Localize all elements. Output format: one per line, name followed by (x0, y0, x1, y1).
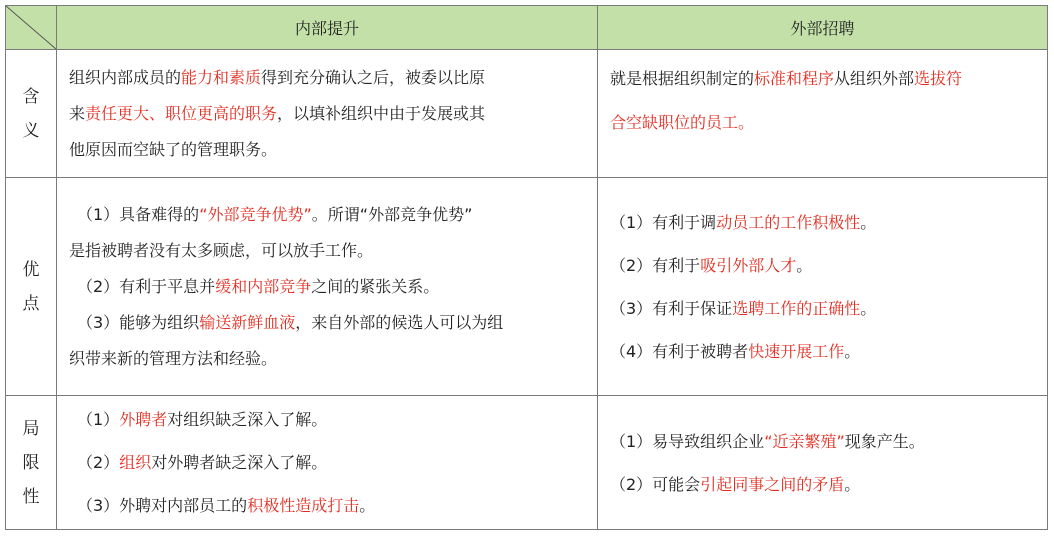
text-line: （3）有利于保证选聘工作的正确性。 (610, 298, 877, 318)
comparison-table (5, 5, 1048, 530)
text-line: 来责任更大、职位更高的职务，以填补组织中由于发展或其 (69, 103, 486, 123)
header-external: 外部招聘 (598, 6, 1048, 50)
text-line: （4）有利于被聘者快速开展工作。 (610, 341, 861, 361)
corner-cell (6, 6, 57, 50)
meaning-external (598, 50, 1048, 178)
text-line: 合空缺职位的员工。 (610, 113, 755, 132)
text-line: （1）具备难得的“外部竞争优势”。所谓“外部竞争优势” (77, 204, 473, 224)
text-line: （2）可能会引起同事之间的矛盾。 (610, 474, 861, 494)
text-line: （1）有利于调动员工的工作积极性。 (610, 212, 877, 232)
text-line: 他原因而空缺了的管理职务。 (69, 139, 278, 159)
row-label-meaning: 含 义 (6, 50, 57, 178)
diagonal-line (6, 6, 56, 49)
row-label-advantages: 优 点 (6, 178, 57, 396)
header-internal: 内部提升 (57, 6, 598, 50)
advantages-internal (57, 178, 598, 396)
text-line: 就是根据组织制定的标准和程序从组织外部选拔符 (610, 69, 963, 88)
meaning-internal (57, 50, 598, 178)
text-line: （3）外聘对内部员工的积极性造成打击。 (77, 496, 376, 515)
limitations-internal (57, 396, 598, 530)
text-line: （1）外聘者对组织缺乏深入了解。 (77, 410, 328, 429)
limitations-external (598, 396, 1048, 530)
row-label-limitations: 局 限 性 (6, 396, 57, 530)
text-line: （2）组织对外聘者缺乏深入了解。 (77, 453, 328, 472)
text-line: 织带来新的管理方法和经验。 (69, 348, 278, 368)
row-meaning (6, 50, 1048, 178)
text-line: （2）有利于吸引外部人才。 (610, 255, 813, 275)
row-limitations (6, 396, 1048, 530)
text-line: 是指被聘者没有太多顾虑，可以放手工作。 (69, 240, 374, 260)
header-row (6, 6, 1048, 50)
advantages-external (598, 178, 1048, 396)
text-line: （2）有利于平息并缓和内部竞争之间的紧张关系。 (77, 276, 440, 296)
text-line: 组织内部成员的能力和素质得到充分确认之后，被委以比原 (69, 67, 486, 87)
text-line: （3）能够为组织输送新鲜血液，来自外部的候选人可以为组 (77, 312, 504, 332)
row-advantages (6, 178, 1048, 396)
text-line: （1）易导致组织企业“近亲繁殖”现象产生。 (610, 431, 925, 451)
